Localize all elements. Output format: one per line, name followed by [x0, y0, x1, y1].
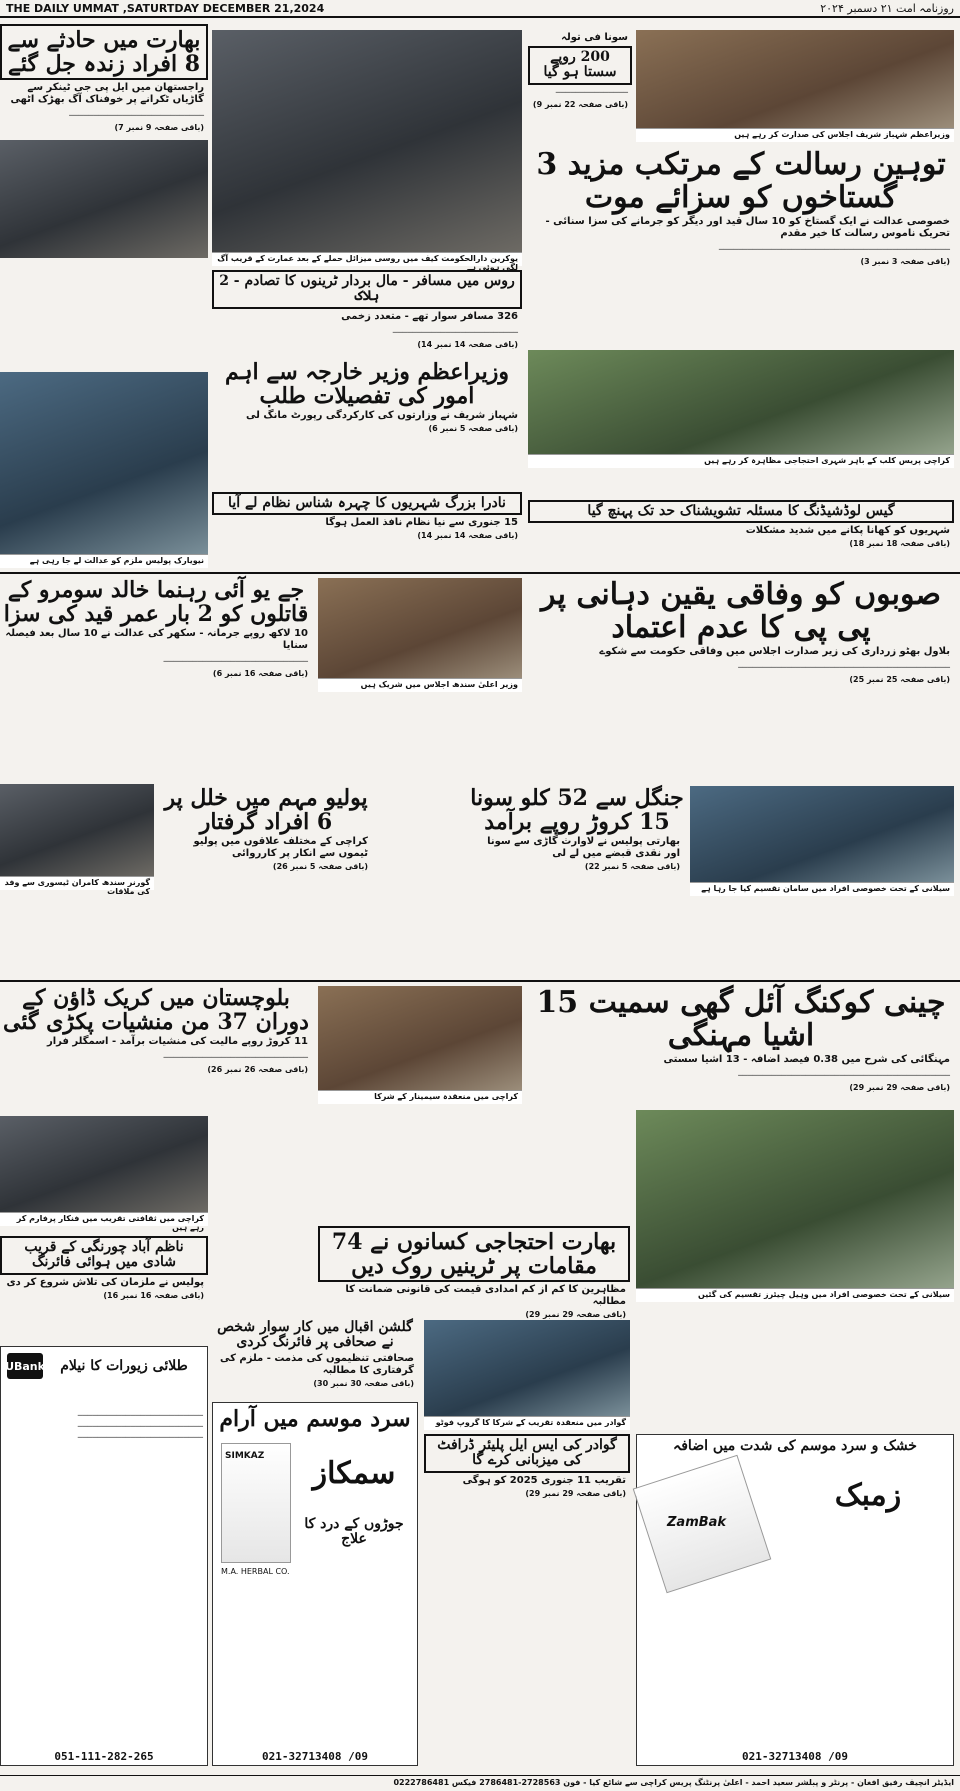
- zambak-brand-en: ZamBak: [667, 1515, 727, 1530]
- photo-arrest-court: [0, 140, 208, 258]
- continued-note: (باقی صفحہ 14 نمبر 14): [417, 339, 518, 349]
- footer-imprint: ایڈیٹر انچیف رفیق افغان - پرنٹر و پبلشر سعید احمد - اعلیٰ پرنٹنگ پریس کراچی سے شائع کیا - فون 2728563-2786481 فیکس 0222786481: [0, 1775, 960, 1791]
- continued-note: (باقی صفحہ 29 نمبر 29): [849, 1083, 950, 1092]
- headline: گلشن اقبال میں کار سوار شخص نے صحافی پر فائرنگ کردی: [217, 1319, 413, 1351]
- story-khalid-sentence: [0, 578, 312, 688]
- ad-phone: 051-111-282-265: [54, 1750, 154, 1763]
- photo-conference: [318, 986, 522, 1090]
- subheadline: شہریوں کو کھانا پکانے میں شدید مشکلات: [745, 525, 950, 537]
- headline: جے یو آئی رہنما خالد سومرو کے قاتلوں کو 2 بار عمر قید کی سزا: [3, 577, 309, 628]
- caption-meeting: وزیراعظم شہباز شریف اجلاس کی صدارت کر رہے ہیں: [636, 128, 954, 142]
- photo-group: [424, 1320, 630, 1416]
- headline: بھارت میں حادثے سے 8 افراد زندہ جل گئے: [0, 24, 208, 80]
- caption-kyiv: یوکرین دارالحکومت کیف میں روسی میزائل حملے کے بعد عمارت کے قریب آگ لگی ہوئی ہے: [212, 252, 522, 266]
- story-nadra: [212, 492, 522, 568]
- photo-dancers: [0, 1116, 208, 1212]
- caption-protest: کراچی پریس کلب کے باہر شہری احتجاجی مظاہرہ کر رہے ہیں: [528, 454, 954, 468]
- subheadline: 15 جنوری سے نیا نظام نافذ العمل ہوگا: [325, 517, 518, 529]
- caption-award: سیلانی کے تحت خصوصی افراد میں سامان تقسیم کیا جا رہا ہے: [690, 882, 954, 896]
- simkaz-package: [221, 1443, 291, 1563]
- subheadline: صحافتی تنظیموں کی مذمت - ملزم کی گرفتاری کا مطالبہ: [219, 1352, 414, 1376]
- body-text: ────────────────────────────────────────────────: [718, 245, 950, 254]
- headline: گوادر کی ایس ایل پلیئر ڈرافٹ کی میزبانی کرے گا: [424, 1434, 630, 1473]
- continued-note: (باقی صفحہ 16 نمبر 16): [103, 1290, 204, 1300]
- body-text: ──────────────────────────────: [163, 657, 308, 667]
- ad-body: ────────────────────────── ────────────────────────── ──────────────────────────: [77, 1411, 203, 1443]
- ad-phone: 021-32713408 /09: [742, 1750, 848, 1763]
- continued-note: (باقی صفحہ 14 نمبر 14): [417, 531, 518, 541]
- photo-protest: [528, 350, 954, 454]
- story-provinces-trust: [528, 578, 954, 698]
- continued-note: (باقی صفحہ 5 نمبر 22): [584, 862, 680, 872]
- ad-brand: سمکاز: [312, 1456, 396, 1491]
- headline: گیس لوڈشیڈنگ کا مسئلہ تشویشناک حد تک پہنچ گیا: [528, 500, 954, 523]
- continued-note: (باقی صفحہ 30 نمبر 30): [313, 1378, 414, 1388]
- continued-note: (باقی صفحہ 25 نمبر 25): [849, 675, 950, 684]
- subheadline: 11 کروڑ روپے مالیت کی منشیات برآمد - اسمگلر فرار: [46, 1036, 308, 1048]
- headline: بھارت احتجاجی کسانوں نے 74 مقامات پر ٹرینیں روک دیں: [318, 1226, 630, 1282]
- headline: 200 روپے سستا ہو گیا: [528, 46, 632, 85]
- headline: روس میں مسافر - مال بردار ٹرینوں کا تصادم - 2 ہلاک: [212, 270, 522, 309]
- body-text: ──────────────────────────: [392, 327, 518, 337]
- story-blasphemy: [528, 148, 954, 268]
- caption-sindh-meeting: وزیر اعلیٰ سندھ اجلاس میں شریک ہیں: [318, 678, 522, 692]
- story-india-fire: [0, 24, 208, 134]
- subheadline: تقریب 11 جنوری 2025 کو ہوگی: [462, 1474, 626, 1486]
- story-india-farmers: [318, 1226, 630, 1318]
- subheadline: بھارتی پولیس نے لاوارث گاڑی سے سونا اور نقدی قبضے میں لے لی: [487, 836, 680, 860]
- masthead: [0, 0, 960, 18]
- headline: جنگل سے 52 کلو سونا 15 کروڑ روپے برآمد: [470, 785, 684, 836]
- body-text: ───────────────: [555, 87, 628, 97]
- body-text: ────────────────────────────────────────────: [738, 663, 950, 672]
- story-karachi-firing: [0, 1236, 208, 1310]
- subheadline: سونا فی تولہ: [561, 32, 628, 43]
- caption-dancers: کراچی میں ثقافتی تقریب میں فنکار پرفارم کر رہے ہیں: [0, 1212, 208, 1226]
- ad-gold-auction[interactable]: [0, 1346, 208, 1766]
- subheadline: کراچی کے مختلف علاقوں میں پولیو ٹیموں سے انکار پر کارروائی: [193, 836, 368, 860]
- continued-note: (باقی صفحہ 26 نمبر 26): [207, 1065, 308, 1075]
- ad-title: طلائی زیورات کا نیلام: [60, 1358, 188, 1374]
- body-text: ──────────────────────────────: [163, 1053, 308, 1063]
- story-gold-price: [528, 30, 632, 142]
- continued-note: (باقی صفحہ 5 نمبر 6): [428, 424, 518, 434]
- ubank-logo: UBank: [7, 1353, 43, 1379]
- story-pm-ministries: [212, 360, 522, 438]
- continued-note: (باقی صفحہ 29 نمبر 29): [525, 1310, 626, 1320]
- photo-wheelchair: [636, 1110, 954, 1288]
- subheadline: مظاہرین کا کم از کم امدادی قیمت کی قانونی ضمانت کا مطالبہ: [345, 1284, 626, 1308]
- subheadline: راجستھان میں ایل پی جی ٹینکر سے گاڑیاں ٹکرانے پر خوفناک آگ بھڑک اٹھی: [10, 82, 204, 106]
- headline: ناظم آباد چورنگی کے قریب شادی میں ہوائی فائرنگ: [0, 1236, 208, 1275]
- continued-note: (باقی صفحہ 22 نمبر 9): [532, 99, 628, 109]
- story-gulshan: [212, 1320, 418, 1394]
- story-gas: [528, 500, 954, 568]
- subheadline: خصوصی عدالت نے ایک گستاخ کو 10 سال قید اور دیگر کو جرمانے کی سزا سنائی - تحریک ناموس رسالت کا خیر مقدم: [545, 216, 950, 239]
- story-balochistan-drugs: [0, 986, 312, 1110]
- photo-sindh-meeting: [318, 578, 522, 678]
- photo-award: [690, 786, 954, 882]
- caption-wheelchair: سیلانی کے تحت خصوصی افراد میں وہیل چیئرز تقسیم کی گئیں: [636, 1288, 954, 1302]
- photo-kyiv-strike: [212, 30, 522, 252]
- continued-note: (باقی صفحہ 3 نمبر 3): [860, 257, 950, 266]
- subheadline: 326 مسافر سوار تھے - متعدد زخمی: [341, 310, 518, 322]
- subheadline: بلاول بھٹو زرداری کی زیر صدارت اجلاس میں وفاقی حکومت سے شکوے: [599, 646, 950, 657]
- photo-governor: [0, 784, 154, 876]
- caption-governor: گورنر سندھ کامران ٹیسوری سے وفد کی ملاقات: [0, 876, 154, 890]
- ad-zambak[interactable]: [636, 1434, 954, 1766]
- ad-phone: 021-32713408 /09: [262, 1750, 368, 1763]
- story-forest-gold: [470, 786, 684, 896]
- ad-maker: M.A. HERBAL CO.: [221, 1567, 290, 1576]
- caption-conference: کراچی میں منعقدہ سیمینار کے شرکا: [318, 1090, 522, 1104]
- headline: نادرا بزرگ شہریوں کا چہرہ شناس نظام لے آیا: [212, 492, 522, 515]
- photo-meeting: [636, 30, 954, 128]
- subheadline: مہنگائی کی شرح میں 0.38 فیصد اضافہ - 13 اشیا سستی: [663, 1054, 950, 1065]
- ad-tagline: جوڑوں کے درد کا علاج: [304, 1516, 404, 1548]
- story-gwadar: [424, 1434, 630, 1530]
- caption-nyc: نیویارک پولیس ملزم کو عدالت لے جا رہی ہے: [0, 554, 208, 568]
- continued-note: (باقی صفحہ 16 نمبر 6): [212, 669, 308, 679]
- simkaz-brand-en: SIMKAZ: [225, 1451, 265, 1461]
- ad-title: خشک و سرد موسم کی شدت میں اضافہ: [673, 1438, 917, 1454]
- headline: صوبوں کو وفاقی یقین دہانی پر پی پی کا عدم اعتماد: [541, 577, 941, 645]
- headline: بلوچستان میں کریک ڈاؤن کے دوران 37 من منشیات پکڑی گئی: [3, 985, 309, 1036]
- photo-nyc-arrest: [0, 372, 208, 554]
- headline: چینی کوکنگ آئل گھی سمیت 15 اشیا مہنگی: [536, 985, 946, 1053]
- subheadline: شہباز شریف نے وزارتوں کی کارکردگی رپورٹ مانگ لی: [246, 410, 518, 422]
- ad-simkaz[interactable]: [212, 1402, 418, 1766]
- story-russia-trains: [212, 270, 522, 354]
- headline: توہین رسالت کے مرتکب مزید 3 گستاخوں کو سزائے موت: [536, 147, 946, 215]
- headline: وزیراعظم وزیر خارجہ سے اہم امور کی تفصیلات طلب: [225, 359, 509, 410]
- continued-note: (باقی صفحہ 5 نمبر 26): [272, 862, 368, 872]
- continued-note: (باقی صفحہ 29 نمبر 29): [525, 1488, 626, 1498]
- story-polio: [160, 786, 372, 896]
- masthead-urdu-date: روزنامہ امت ۲۱ دسمبر ۲۰۲۴: [820, 1, 954, 15]
- continued-note: (باقی صفحہ 18 نمبر 18): [849, 539, 950, 549]
- caption-group: گوادر میں منعقدہ تقریب کے شرکا کا گروپ فوٹو: [424, 1416, 630, 1430]
- section-rule: [0, 980, 960, 982]
- subheadline: پولیس نے ملزمان کی تلاش شروع کر دی: [6, 1276, 204, 1288]
- ad-title: سرد موسم میں آرام: [219, 1406, 411, 1432]
- body-text: ────────────────────────────: [69, 111, 204, 121]
- story-china-items: [528, 986, 954, 1110]
- body-text: ────────────────────────────────────────────: [738, 1071, 950, 1080]
- masthead-title: THE DAILY UMMAT ,SATURTDAY DECEMBER 21,2024: [6, 1, 325, 15]
- ad-brand: زمبک: [834, 1478, 902, 1513]
- continued-note: (باقی صفحہ 9 نمبر 7): [114, 123, 204, 133]
- subheadline: 10 لاکھ روپے جرمانہ - سکھر کی عدالت نے 10 سال بعد فیصلہ سنایا: [5, 628, 308, 652]
- section-rule: [0, 572, 960, 574]
- headline: پولیو مہم میں خلل پر 6 افراد گرفتار: [164, 785, 368, 836]
